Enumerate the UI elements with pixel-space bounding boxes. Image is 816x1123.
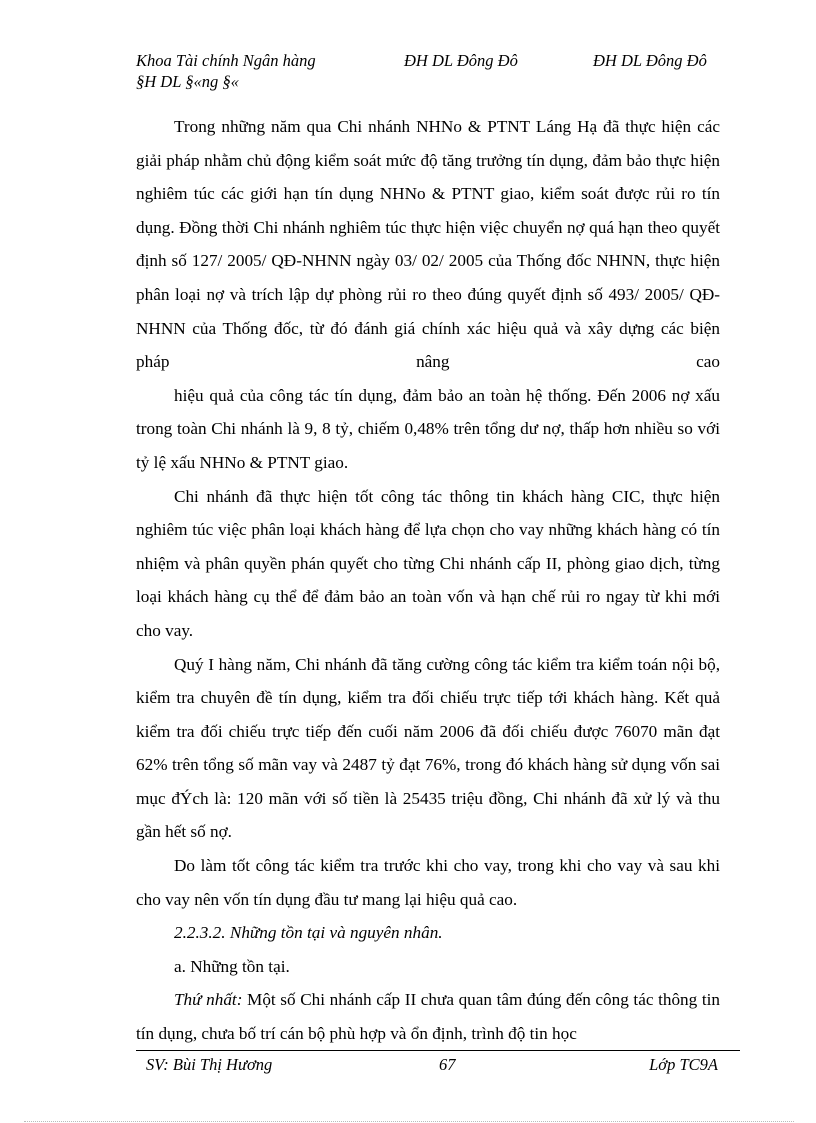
page-bottom-dotted-divider <box>24 1121 794 1122</box>
header-university-middle: ĐH DL Đông Đô <box>404 51 518 70</box>
paragraph-first-point <box>136 983 720 1050</box>
header-faculty: Khoa Tài chính Ngân hàng <box>136 51 316 70</box>
first-point-label: Thứ nhất: <box>174 990 243 1010</box>
footer-page-number: 67 <box>439 1055 456 1074</box>
paragraph-bad-debt: hiệu quả của công tác tín dụng, đảm bảo an toàn hệ thống. Đến 2006 nợ xấu trong toàn Chi nhánh là 9, 8 tỷ, chiếm 0,48% trên tổng dư nợ, thấp hơn nhiều so với tỷ lệ xấu NHNo & PTNT giao. <box>136 385 720 472</box>
subheading-limitations: a. Những tồn tại. <box>174 956 290 976</box>
paragraph-audit: Quý I hàng năm, Chi nhánh đã tăng cường công tác kiểm tra kiểm toán nội bộ, kiểm tra chuyên đề tín dụng, kiểm tra đối chiếu trực tiếp tới khách hàng. Kết quả kiểm tra đối chiếu trực tiếp đến cuối năm 2006 đã đối chiếu được 76070 mãn đạt 62% trên tổng số mãn vay và 2487 tỷ đạt 76%, trong đó khách hàng sử dụng vốn sai mục đÝch là: 120 mãn với số tiền là 25435 triệu đồng, Chi nhánh đã xử lý và thu gần hết số nợ. <box>136 654 720 842</box>
paragraph-credit-control: Trong những năm qua Chi nhánh NHNo & PTNT Láng Hạ đã thực hiện các giải pháp nhằm chủ động kiểm soát mức độ tăng trưởng tín dụng, đảm bảo thực hiện nghiêm túc các giới hạn tín dụng NHNo & PTNT giao, kiểm soát được rủi ro tín dụng. Đồng thời Chi nhánh nghiêm túc thực hiện việc chuyển nợ quá hạn theo quyết định số 127/ 2005/ QĐ-NHNN ngày 03/ 02/ 2005 của Thống đốc NHNN, thực hiện phân loại nợ và trích lập dự phòng rủi ro theo đúng quyết định số 493/ 2005/ QĐ-NHNN của Thống đốc, từ đó đánh giá chính xác hiệu quả và xây dựng các biện pháp nâng cao <box>136 117 720 372</box>
paragraph-good-control: Do làm tốt công tác kiểm tra trước khi cho vay, trong khi cho vay và sau khi cho vay nên vốn tín dụng đầu tư mang lại hiệu quả cao. <box>136 856 720 909</box>
footer-class: Lớp TC9A <box>649 1055 718 1074</box>
first-point-text: Một số Chi nhánh cấp II chưa quan tâm đúng đến công tác thông tin tín dụng, chưa bố trí cán bộ phù hợp và ổn định, trình độ tin học <box>136 990 720 1044</box>
section-heading: 2.2.3.2. Những tồn tại và nguyên nhân. <box>174 923 443 943</box>
footer-student-name: SV: Bùi Thị Hương <box>146 1055 273 1074</box>
page-footer <box>136 1050 740 1081</box>
page-header <box>136 50 736 92</box>
header-row <box>136 50 736 71</box>
paragraph-cic-info: Chi nhánh đã thực hiện tốt công tác thông tin khách hàng CIC, thực hiện nghiêm túc việc phân loại khách hàng để lựa chọn cho vay những khách hàng có tín nhiệm và phân quyền phán quyết cho từng Chi nhánh cấp II, phòng giao dịch, từng loại khách hàng cụ thể để đảm bảo an toàn vốn và hạn chế rủi ro ngay từ khi mới cho vay. <box>136 486 720 640</box>
document-body <box>136 110 720 1051</box>
header-university-right: ĐH DL Đông Đô <box>593 51 707 70</box>
header-university-garbled: §H DL §«ng §« <box>136 72 239 91</box>
